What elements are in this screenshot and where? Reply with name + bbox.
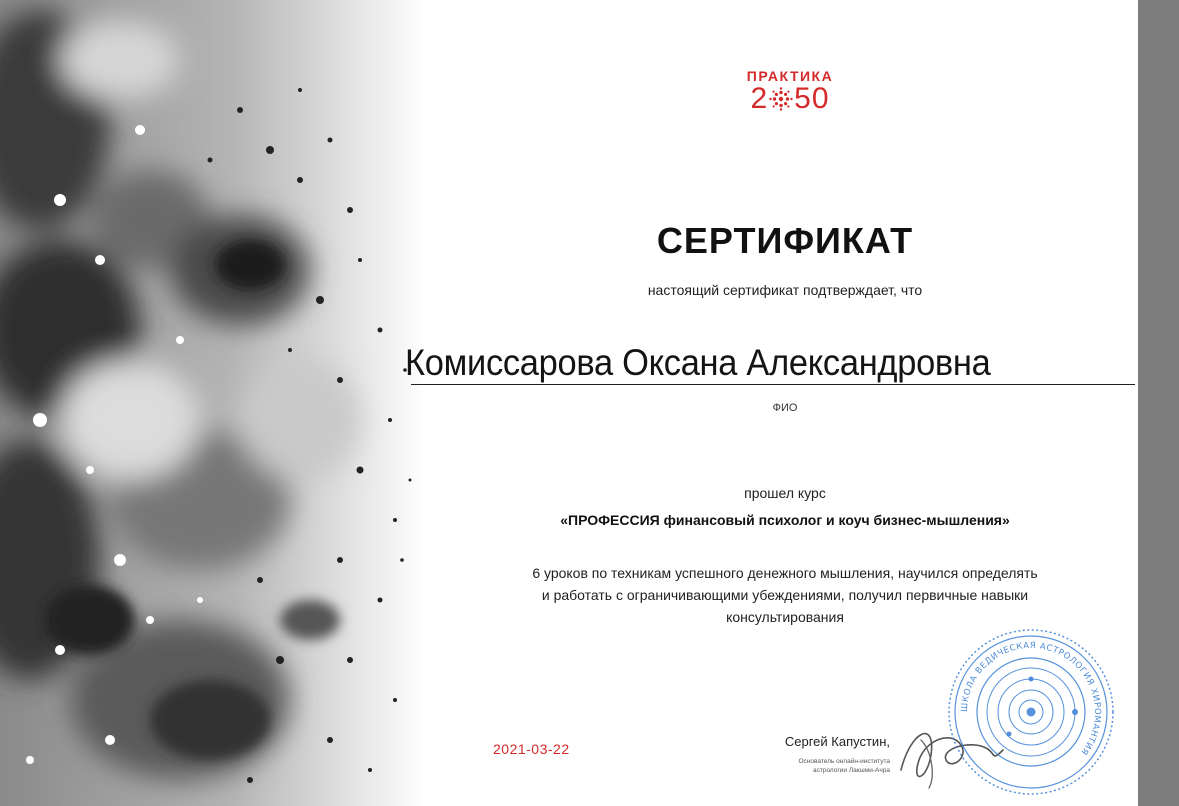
description-line: консультирования xyxy=(726,609,844,625)
logo-year-left: 2 xyxy=(750,82,769,115)
recipient-name: Комиссарова Оксана Александровна xyxy=(405,342,991,383)
description-line: 6 уроков по техникам успешного денежного мышления, научился определять xyxy=(532,565,1038,581)
signer-role-line: Основатель онлайн-института xyxy=(798,758,890,765)
signer-role-line: астрологии Лакшми-Ачра xyxy=(812,767,890,774)
certificate-content xyxy=(405,0,1138,806)
signer-name: Сергей Капустин, xyxy=(784,734,890,749)
description-line: и работать с ограничивающими убеждениями, получил первичные навыки xyxy=(541,587,1029,603)
name-caption: ФИО xyxy=(772,402,798,414)
dotted-circle-icon xyxy=(769,87,793,111)
signer-role xyxy=(755,757,890,775)
logo-year-right: 50 xyxy=(794,82,830,115)
course-description xyxy=(465,562,1105,628)
svg-text:ШКОЛА ВЕДИЧЕСКАЯ АСТРОЛОГИЯ ХИ: ШКОЛА ВЕДИЧЕСКАЯ АСТРОЛОГИЯ ХИРОМАНТИЯ xyxy=(959,640,1103,757)
name-underline xyxy=(411,384,1135,385)
blue-round-stamp xyxy=(945,626,1117,798)
issue-date: 2021-03-22 xyxy=(493,741,570,757)
passed-course-label: прошел курс xyxy=(744,485,826,501)
course-title: «ПРОФЕССИЯ финансовый психолог и коуч бизнес-мышления» xyxy=(560,512,1010,528)
certificate-subtitle: настоящий сертификат подтверждает, что xyxy=(647,282,923,298)
logo-word: ПРАКТИКА xyxy=(746,68,834,84)
ink-splatter-decoration xyxy=(0,0,425,806)
praktika-2050-logo xyxy=(735,68,845,114)
logo-year xyxy=(750,84,829,114)
certificate-title: СЕРТИФИКАТ xyxy=(656,220,914,261)
